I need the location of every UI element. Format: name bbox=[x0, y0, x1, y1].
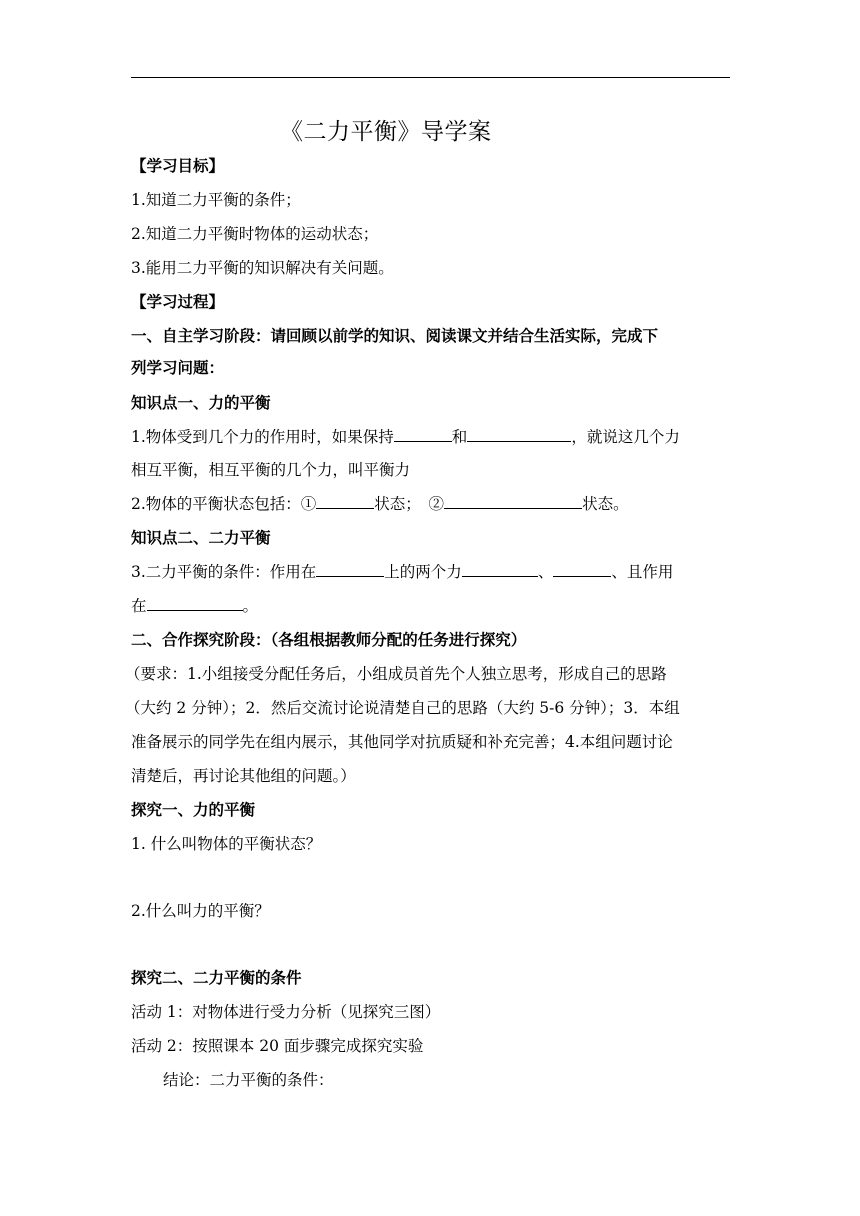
stage2-requirement-line-4: 清楚后，再讨论其他组的问题。） bbox=[131, 767, 356, 785]
q3-text-a: 3.二力平衡的条件：作用在 bbox=[131, 563, 317, 581]
stage2-heading: 二、合作探究阶段：（各组根据教师分配的任务进行探究） bbox=[131, 631, 527, 649]
explore2-heading: 探究二、二力平衡的条件 bbox=[131, 969, 302, 987]
explore2-activity-2: 活动 2：按照课本 20 面步骤完成探究实验 bbox=[131, 1037, 424, 1055]
q3-text-b: 上的两个力 bbox=[384, 563, 462, 581]
q3-text-d: 、且作用 bbox=[611, 563, 674, 581]
answer-blank[interactable] bbox=[316, 562, 384, 577]
q2-text-b: 状态； ② bbox=[374, 495, 445, 513]
goal-item-1: 1.知道二力平衡的条件； bbox=[131, 191, 301, 209]
answer-blank[interactable] bbox=[147, 596, 243, 611]
kp2-heading: 知识点二、二力平衡 bbox=[131, 529, 271, 547]
stage2-requirement-line-2: （大约 2 分钟）；2．然后交流讨论说清楚自己的思路（大约 5-6 分钟）；3．本组 bbox=[125, 699, 680, 717]
goals-heading: 【学习目标】 bbox=[131, 157, 225, 175]
goal-item-2: 2.知道二力平衡时物体的运动状态； bbox=[131, 225, 379, 243]
kp1-question-1 bbox=[131, 427, 680, 447]
goal-item-3: 3.能用二力平衡的知识解决有关问题。 bbox=[131, 259, 394, 277]
answer-blank[interactable] bbox=[394, 427, 452, 442]
page-title: 《二力平衡》导学案 bbox=[280, 119, 492, 145]
kp2-question-3 bbox=[131, 562, 673, 582]
q1-text-b: 和 bbox=[451, 428, 468, 446]
answer-blank[interactable] bbox=[316, 494, 374, 509]
stage1-line-2: 列学习问题： bbox=[131, 359, 225, 377]
q3-line2-a: 在 bbox=[131, 597, 147, 615]
answer-blank[interactable] bbox=[467, 427, 571, 442]
q2-text-a: 2.物体的平衡状态包括：① bbox=[131, 495, 317, 513]
q1-text-c: ，就说这几个力 bbox=[571, 428, 680, 446]
q3-text-c: 、 bbox=[537, 563, 554, 581]
q2-text-c: 状态。 bbox=[582, 495, 629, 513]
header-rule bbox=[131, 77, 730, 78]
stage1-line-1: 一、自主学习阶段：请回顾以前学的知识、阅读课文并结合生活实际，完成下 bbox=[131, 327, 659, 345]
stage2-requirement-line-1: （要求：1.小组接受分配任务后，小组成员首先个人独立思考，形成自己的思路 bbox=[125, 665, 667, 683]
kp1-question-2 bbox=[131, 494, 629, 514]
q1-text-a: 1.物体受到几个力的作用时，如果保持 bbox=[131, 428, 394, 446]
explore1-heading: 探究一、力的平衡 bbox=[131, 801, 256, 819]
answer-blank[interactable] bbox=[462, 562, 538, 577]
explore1-question-2: 2.什么叫力的平衡？ bbox=[131, 902, 270, 920]
answer-blank[interactable] bbox=[553, 562, 611, 577]
explore2-activity-1: 活动 1：对物体进行受力分析（见探究三图） bbox=[131, 1003, 441, 1021]
explore2-conclusion: 结论：二力平衡的条件： bbox=[163, 1071, 334, 1089]
kp2-question-3-line-2 bbox=[131, 596, 258, 616]
answer-blank[interactable] bbox=[444, 494, 582, 509]
q3-line2-b: 。 bbox=[242, 597, 259, 615]
kp1-heading: 知识点一、力的平衡 bbox=[131, 394, 271, 412]
stage2-requirement-line-3: 准备展示的同学先在组内展示，其他同学对抗质疑和补充完善；4.本组问题讨论 bbox=[131, 733, 673, 751]
kp1-question-1-line-2: 相互平衡，相互平衡的几个力，叫平衡力 bbox=[131, 461, 411, 479]
process-heading: 【学习过程】 bbox=[131, 293, 225, 311]
explore1-question-1: 1. 什么叫物体的平衡状态？ bbox=[131, 835, 322, 853]
